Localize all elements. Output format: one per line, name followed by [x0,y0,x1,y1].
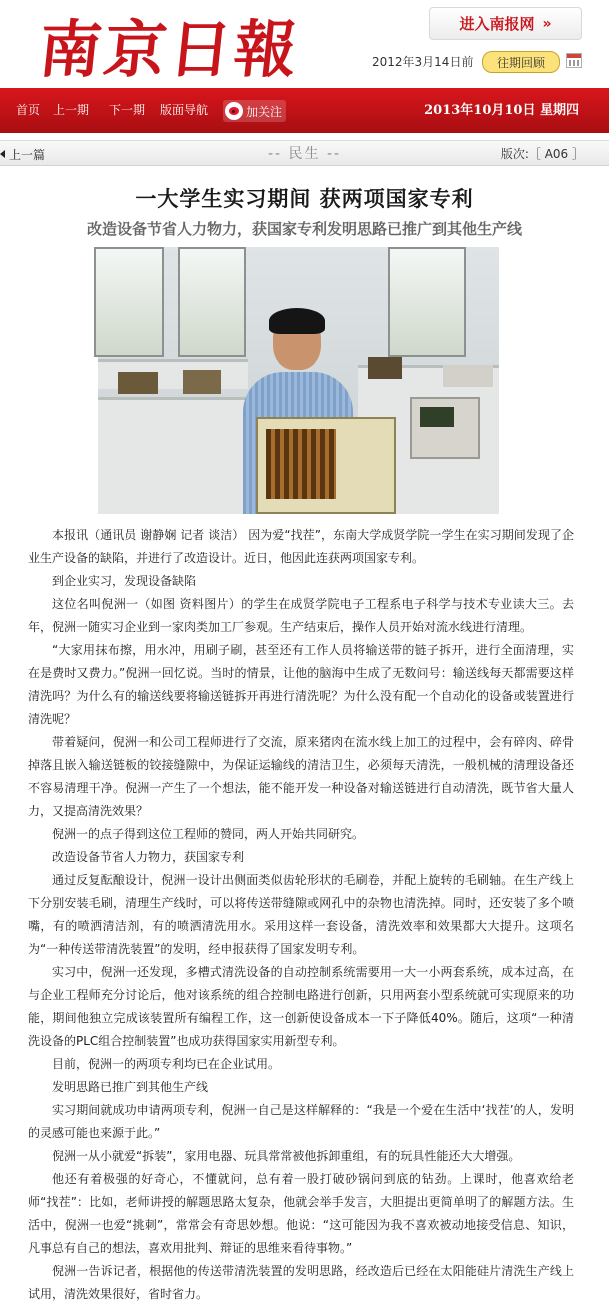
article-body [28,524,574,1306]
masthead [0,0,609,88]
article-photo [98,247,499,514]
photo-meter [410,397,480,459]
photo-equipment [443,365,493,387]
current-date: 2012年3月14日前 [372,55,474,69]
article-paragraph: 通过反复酝酿设计，倪洲一设计出侧面类似齿轮形状的毛刷卷，并配上旋转的毛刷轴。在生产线上下分别安装毛刷，清理生产线时，可以将传送带缝隙或网孔中的杂物也清洗掉。同时，还安装了多个喷嘴，有的喷洒清洁剂，有的喷洒清洗用水。采用这样一套设备，清洗效率和效果都大大提升。这项名为“一种传送带清洗装置”的发明，经申报获得了国家发明专利。 [28,873,574,956]
page-number: 版次:［ A06 ］ [500,147,584,161]
article-subheading: 发明思路已推广到其他生产线 [52,1080,209,1094]
section-name: -- 民生 -- [267,146,342,162]
article-paragraph: 他还有着极强的好奇心，不懂就问，总有着一股打破砂锅问到底的钻劲。上课时，他喜欢给老师“找茬”：比如，老师讲授的解题思路太复杂，他就会举手发言，大胆提出更简单明了的解题方法。生活中，倪洲一也爱“挑刺”，常常会有奇思妙想。他说：“这可能因为我不喜欢被动地接受信息、知识，凡事总有自己的想法，喜欢用批判、辩证的思维来看待事物。” [28,1172,574,1255]
article-paragraph: 倪洲一的点子得到这位工程师的赞同，两人开始共同研究。 [52,827,365,841]
weibo-icon [225,102,243,120]
article-paragraph: 实习中，倪洲一还发现，多槽式清洗设备的自动控制系统需要用一大一小两套系统，成本过高，在与企业工程师充分讨论后，他对该系统的组合控制电路进行创新，只用两套小型系统就可实现原来的功能，期间他独立完成该装置所有编程工作，这一创新使设备成本一下子降低40%。随后，这项“一种清洗设备的PLC组合控制装置”也成功获得国家实用新型专利。 [28,965,574,1048]
article-subheadline: 改造设备节省人力物力，获国家专利发明思路已推广到其他生产线 [86,220,522,238]
triangle-left-icon [0,150,5,158]
double-chevron-right-icon: » [542,15,552,32]
article-paragraph: “大家用抹布擦，用水冲，用刷子刷，甚至还有工作人员将输送带的链子拆开，进行全面清理，实在是费时又费力。”倪洲一回忆说。当时的情景，让他的脑海中生成了无数问号：输送线每天都需要这样清洗吗？为什么有的输送线要将输送链拆开再进行清洗呢？为什么没有配一个自动化的设备或装置进行清洗呢？ [28,643,574,726]
previous-article-label: 上一篇 [9,147,46,162]
article-paragraph: 带着疑问，倪洲一和公司工程师进行了交流，原来猪肉在流水线上加工的过程中，会有碎肉、碎骨掉落且嵌入输送链板的铰接缝隙中，为保证运输线的清洁卫生，必须每天清洗，一般机械的清理设备还不容易清理干净。倪洲一产生了一个想法，能不能开发一种设备对输送链进行自动清洗，既节省大量人力，又提高清洗效果？ [28,735,574,818]
weibo-follow-label: 加关注 [246,104,283,119]
article-paragraph: 这位名叫倪洲一（如图 资料图片）的学生在成贤学院电子工程系电子科学与技术专业读大三。去年，倪洲一随实习企业到一家肉类加工厂参观。生产结束后，操作人员开始对流水线进行清理。 [28,597,574,634]
calendar-icon[interactable] [566,53,582,68]
nav-next-issue[interactable]: 下一期 [109,103,146,117]
photo-equipment [118,372,158,394]
photo-device [256,417,396,514]
photo-equipment [183,370,221,394]
nav-home[interactable]: 首页 [16,103,41,117]
article-paragraph: 倪洲一告诉记者，根据他的传送带清洗装置的发明思路，经改造后已经在太阳能硅片清洗生产线上试用，清洗效果很好，省时省力。 [28,1264,574,1301]
article-paragraph: 倪洲一从小就爱“拆装”，家用电器、玩具常常被他拆卸重组，有的玩具性能还大大增强。 [52,1149,521,1163]
article-paragraph: 本报讯（通讯员 谢静娴 记者 谈洁） 因为爱“找茬”，东南大学成贤学院一学生在实习期间发现了企业生产设备的缺陷，并进行了改造设计。近日，他因此连获两项国家专利。 [28,528,574,565]
nav-page-navigation[interactable]: 版面导航 [160,103,209,117]
enter-site-button[interactable] [429,7,582,40]
photo-window [94,247,164,357]
article-headline: 一大学生实习期间 获两项国家专利 [135,186,474,211]
photo-equipment [368,357,402,379]
archive-button[interactable]: 往期回顾 [482,51,560,73]
enter-site-label: 进入南报网 [459,15,535,33]
newspaper-logo[interactable]: 南京日報 [35,12,304,86]
article-paragraph: 目前，倪洲一的两项专利均已在企业试用。 [52,1057,281,1071]
nav-previous-issue[interactable]: 上一期 [53,103,90,117]
issue-date: 2013年10月10日 星期四 [424,103,579,118]
previous-article-link[interactable] [0,141,45,167]
article-subheading: 改造设备节省人力物力，获国家专利 [52,850,245,864]
article-paragraph: 实习期间就成功申请两项专利，倪洲一自己是这样解释的：“我是一个爱在生活中‘找茬’的人，发明的灵感可能也来源于此。” [28,1103,574,1140]
article-subheading: 到企业实习，发现设备缺陷 [52,574,197,588]
photo-window [388,247,466,357]
section-bar [0,140,609,166]
photo-window [178,247,246,357]
weibo-follow-button[interactable] [223,100,286,122]
